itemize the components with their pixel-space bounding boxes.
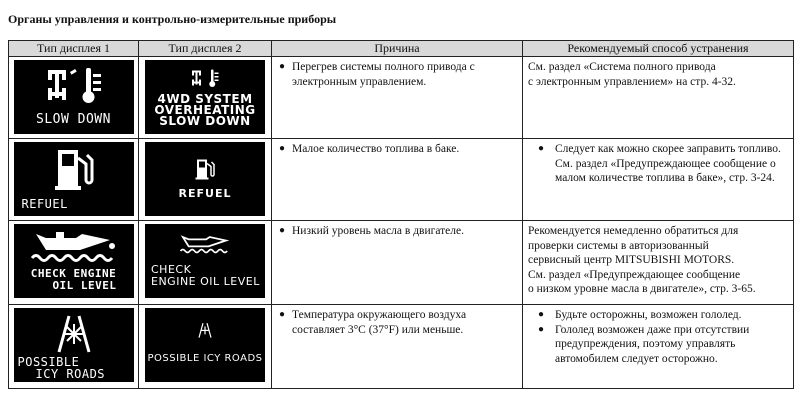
cause-cell <box>272 57 523 139</box>
cause-cell <box>272 221 523 305</box>
cause-cell <box>272 139 523 221</box>
display-text: REFUEL <box>21 197 68 211</box>
display-text: CHECK ENGINE OIL LEVEL <box>151 263 260 288</box>
fuel-pump-icon <box>190 156 220 182</box>
header-display-type-2: Тип дисплея 2 <box>139 41 272 57</box>
remedy-bullet: ● Будьте осторожны, возможен гололед. <box>537 308 789 323</box>
icy-road-icon <box>191 318 219 342</box>
header-display-type-1: Тип дисплея 1 <box>9 41 139 57</box>
display-text: SLOW DOWN <box>36 112 111 127</box>
display-text: POSSIBLE ICY ROADS <box>147 353 263 364</box>
display1-cell <box>9 139 139 221</box>
display2-cell <box>139 57 272 139</box>
remedy-bullet: ● Следует как можно скорее заправить топливо. См. раздел «Предупреждающее сообщение о малом количестве топлива в баке», стр. 3-24. <box>537 142 789 186</box>
remedy-text: См. раздел «Система полного привода с электронным управлением» на стр. 4-32. <box>528 61 736 88</box>
display-screen <box>145 224 265 298</box>
icy-road-icon <box>39 312 109 354</box>
remedy-cell <box>523 221 794 305</box>
display2-cell <box>139 221 272 305</box>
cause-cell <box>272 305 523 389</box>
table-header-row <box>9 41 794 57</box>
display-text: 4WD SYSTEM OVERHEATING SLOW DOWN <box>154 92 256 128</box>
remedy-bullet: ● Гололед возможен даже при отсутствии предупреждения, поэтому управлять автомобилем следует осторожно. <box>537 323 789 367</box>
display-screen <box>14 308 134 382</box>
display2-cell <box>139 139 272 221</box>
cause-text: ● Перегрев системы полного привода с электронным управлением. <box>278 60 518 89</box>
table-row <box>9 139 794 221</box>
oil-can-icon <box>26 226 122 266</box>
display2-cell <box>139 305 272 389</box>
4wd-overheat-icon <box>185 66 225 92</box>
remedy-cell <box>523 57 794 139</box>
oil-can-icon <box>177 232 233 256</box>
display-screen <box>14 60 134 134</box>
remedy-cell <box>523 305 794 389</box>
header-remedy: Рекомендуемый способ устранения <box>523 41 794 57</box>
fuel-pump-icon <box>44 146 104 192</box>
page-title: Органы управления и контрольно-измерительные приборы <box>8 12 337 26</box>
cause-text: ● Малое количество топлива в баке. <box>278 142 518 157</box>
display1-cell <box>9 305 139 389</box>
table-row <box>9 305 794 389</box>
display1-cell <box>9 221 139 305</box>
table-row <box>9 221 794 305</box>
4wd-overheat-icon <box>34 64 114 110</box>
display-screen <box>145 142 265 216</box>
cause-text: ● Низкий уровень масла в двигателе. <box>278 224 518 239</box>
display1-cell <box>9 57 139 139</box>
warnings-table <box>8 40 794 389</box>
display-screen <box>14 142 134 216</box>
cause-text: ● Температура окружающего воздуха составляет 3°C (37°F) или меньше. <box>278 308 518 337</box>
remedy-text: Рекомендуется немедленно обратиться для проверки системы в авторизованный сервисный центр MITSUBISHI MOTORS. См. раздел «Предупреждающее сообщение о низком уровне масла в двигателе», стр. 3-65. <box>528 225 756 295</box>
display-text: POSSIBLE ICY ROADS <box>17 355 106 381</box>
display-screen <box>145 60 265 134</box>
header-cause: Причина <box>272 41 523 57</box>
display-screen <box>145 308 265 382</box>
remedy-cell <box>523 139 794 221</box>
display-text: REFUEL <box>178 187 232 200</box>
display-text: CHECK ENGINE OIL LEVEL <box>30 267 117 292</box>
table-row <box>9 57 794 139</box>
display-screen <box>14 224 134 298</box>
